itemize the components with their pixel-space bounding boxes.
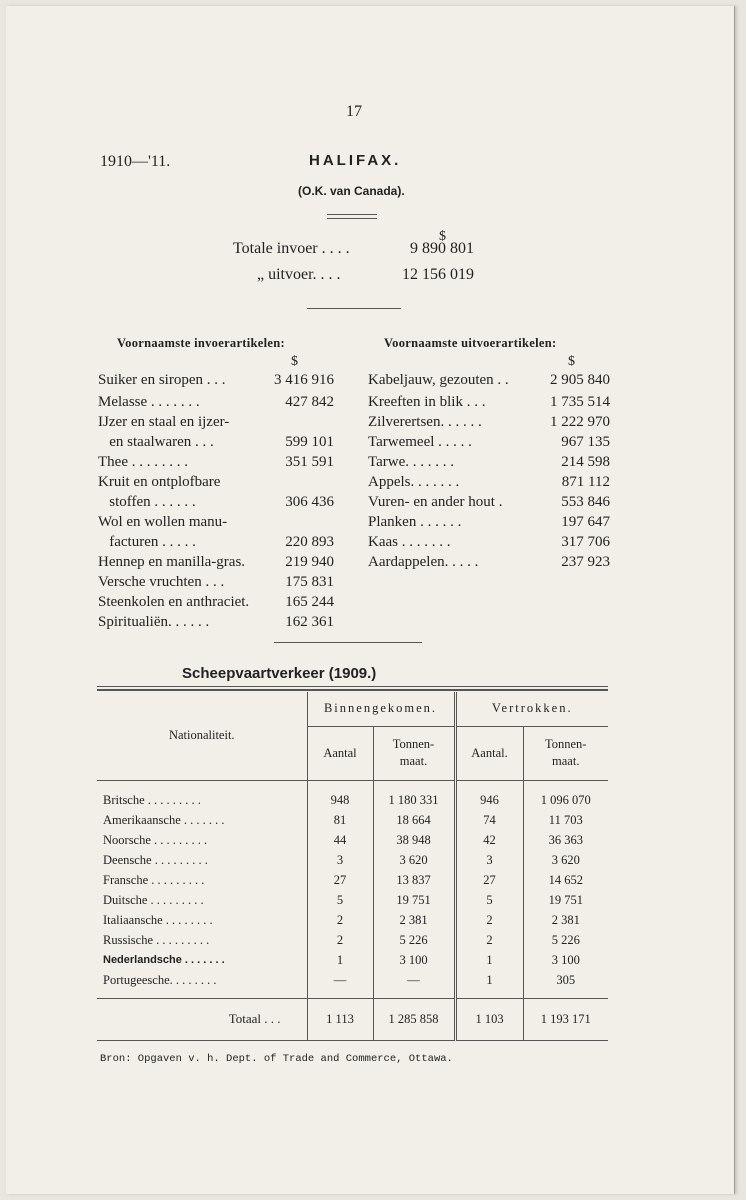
- col-count-arrived: Aantal: [307, 726, 373, 780]
- table-row: Duitsche . . . . . . . . . 5 19 751 5 19 751: [97, 890, 608, 910]
- table-row: Amerikaansche . . . . . . . 81 18 664 74 11 703: [97, 810, 608, 830]
- imports-currency: $: [291, 354, 298, 369]
- table-row: Britsche . . . . . . . . . 948 1 180 331 946 1 096 070: [97, 790, 608, 810]
- page-title: HALIFAX.: [309, 152, 402, 169]
- col-tonnage-arrived: Tonnen- maat.: [373, 726, 455, 780]
- divider: [327, 218, 377, 219]
- total-departed-tonnage: 1 193 171: [523, 998, 608, 1040]
- total-import-row: [233, 240, 474, 262]
- table-top-rule: [97, 689, 608, 691]
- divider: [274, 642, 422, 643]
- total-label: Totaal . . .: [97, 998, 307, 1040]
- total-import-value: 9 890 801: [410, 240, 474, 257]
- report-year: 1910—'11.: [100, 153, 171, 170]
- table-row: Italiaansche . . . . . . . . 2 2 381 2 2 381: [97, 910, 608, 930]
- total-export-label: „ uitvoer. . . .: [257, 266, 341, 283]
- table-row: Deensche . . . . . . . . . 3 3 620 3 3 620: [97, 850, 608, 870]
- shipping-title: Scheepvaartverkeer (1909.): [182, 665, 377, 682]
- total-export-row: [257, 266, 474, 288]
- total-departed-count: 1 103: [455, 998, 523, 1040]
- shipping-table: [97, 692, 608, 1041]
- col-group-arrived: Binnengekomen.: [307, 692, 455, 726]
- exports-heading: Voornaamste uitvoerartikelen:: [384, 336, 557, 350]
- total-arrived-tonnage: 1 285 858: [373, 998, 455, 1040]
- table-row: Nederlandsche . . . . . . . 1 3 100 1 3 100: [97, 950, 608, 970]
- total-export-value: 12 156 019: [402, 266, 474, 283]
- currency-symbol: $: [439, 229, 446, 244]
- page-subtitle: (O.K. van Canada).: [298, 184, 405, 198]
- total-import-label: Totale invoer . . . .: [233, 240, 350, 257]
- total-arrived-count: 1 113: [307, 998, 373, 1040]
- page-number: 17: [346, 103, 362, 120]
- exports-currency: $: [568, 354, 575, 369]
- table-row: Noorsche . . . . . . . . . 44 38 948 42 36 363: [97, 830, 608, 850]
- imports-heading: Voornaamste invoerartikelen:: [117, 336, 285, 350]
- col-tonnage-departed: Tonnen- maat.: [523, 726, 608, 780]
- table-row: Russische . . . . . . . . . 2 5 226 2 5 226: [97, 930, 608, 950]
- source-note: Bron: Opgaven v. h. Dept. of Trade and Commerce, Ottawa.: [100, 1053, 453, 1065]
- total-row: [97, 998, 608, 1040]
- table-row: Fransche . . . . . . . . . 27 13 837 27 14 652: [97, 870, 608, 890]
- col-nationality: Nationaliteit.: [97, 692, 307, 780]
- divider: [327, 214, 377, 215]
- col-group-departed: Vertrokken.: [455, 692, 608, 726]
- page: 17 1910—'11. HALIFAX. (O.K. van Canada). $ Totale invoer . . . . 9 890 801 „ uitvoer. . . . 12 156 019 Voornaamste invoerartikelen: $ Suiker en siropen . . . 3 416 916 Melasse . . . . . . . 427 842 IJzer en staal en ijzer- en staalwaren . . . 599 101 Thee . . . . . . . . 351 591 Kruit en ontplofbare stoffen . . . . . . 306 436 Wol en wollen manu- facturen . . . . . 220 893 Hennep en manilla-gras. 219 940 Versche vruchten . . . 175 831 Steenkolen en anthraciet. 165 244 Spiritualiën. . . . . . 162 361 Voornaamste uitvoerartikelen: $ Kabeljauw, gezouten . . 2 905 840 Kreeften in blik . . . 1 735 514 Zilverertsen. . . . . . 1 222 970 Tarwemeel . . . . . 967 135 Tarwe. . . . . . . 214 598 Appels. . . . . . . 871 112 Vuren- en ander hout . 553 846 Planken . . . . . . 197 647 Kaas . . . . . . . 317 706 Aardappelen. . . . . 237 923 Scheepvaartverkeer (1909.) Nationaliteit. Binnengekomen. Vertrokken. Aantal Tonnen- maat. Aantal. Tonnen- maat. Britsche . . . . . . . . . 948 1 180 331 946 1 096 070 Amerikaansche . . . . . . . 81 18 664 74 11 703 Noorsche . . . . . . . . . 44 38 948 42 36 363 Deensche . . . . . . . . . 3 3 620 3 3 620 Fransche . . . . . . . . . 27 13 837 27 14 652 Duitsche . . . . . . . . . 5 19 751 5 19 751 Italiaansche . . . . . . . . 2 2 381 2 2 381 Russische . . . . . . . . . 2 5 226 2 5 226 Nederlandsche . . . . . . . 1 3 100 1 3 100 Portugeesche. . . . . . . . — — 1 305 Totaal . . . 1 113 1 285 858 1 103 1 193 171 Bron: Opgaven v. h. Dept. of Trade and Commerce, Ottawa.: [6, 6, 735, 1194]
- divider: [307, 308, 401, 309]
- table-top-rule: [97, 686, 608, 687]
- col-count-departed: Aantal.: [455, 726, 523, 780]
- table-row: Portugeesche. . . . . . . . — — 1 305: [97, 970, 608, 990]
